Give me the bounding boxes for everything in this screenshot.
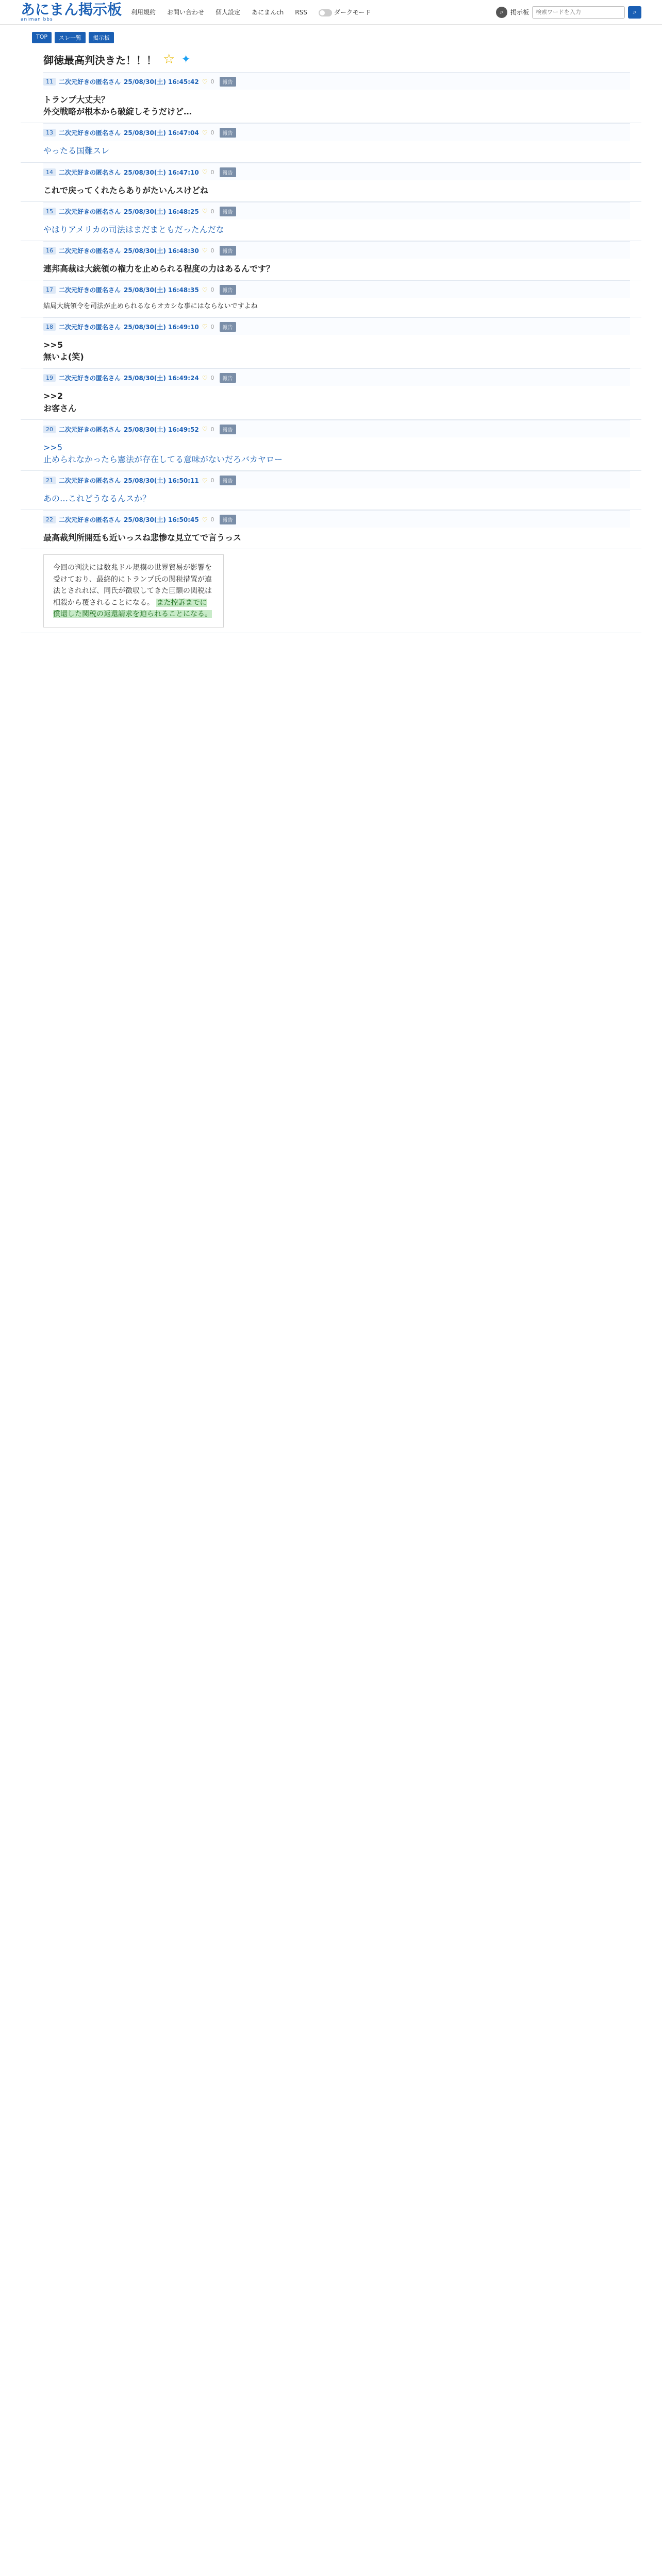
breadcrumb-thread-list[interactable]: スレ一覧	[55, 32, 86, 43]
report-button[interactable]: 報告	[220, 207, 236, 216]
post-header	[43, 72, 630, 90]
post-number[interactable]: 19	[43, 374, 56, 382]
post-author: 二次元好きの匿名さん	[59, 477, 121, 485]
site-header	[0, 0, 662, 25]
post-header	[43, 163, 630, 180]
nav-rss[interactable]: RSS	[295, 8, 307, 16]
post	[21, 368, 641, 419]
nav-settings[interactable]: 個人設定	[216, 9, 241, 16]
quote-post	[21, 549, 641, 633]
search-input[interactable]	[532, 6, 625, 19]
post-body: 結局大統領令を司法が止められるならオカシな事にはならないですよね	[43, 302, 258, 311]
post-number[interactable]: 20	[43, 426, 56, 433]
like-icon[interactable]: ♡	[202, 426, 208, 433]
nav-animanch[interactable]: あにまんch	[252, 9, 284, 16]
post-date: 25/08/30(土) 16:48:30	[124, 247, 199, 255]
like-icon[interactable]: ♡	[202, 374, 208, 382]
post-header	[43, 510, 630, 528]
like-icon[interactable]: ♡	[202, 78, 208, 86]
like-count: 0	[210, 477, 214, 484]
post-list	[21, 72, 641, 549]
post-body: >>5 無いよ(笑)	[43, 340, 84, 362]
post	[21, 420, 641, 471]
like-icon[interactable]: ♡	[202, 247, 208, 255]
like-icon[interactable]: ♡	[202, 129, 208, 137]
breadcrumb	[21, 25, 641, 43]
post	[21, 72, 641, 123]
post-header	[43, 471, 630, 488]
post-header	[43, 368, 630, 386]
post	[21, 510, 641, 549]
site-logo[interactable]	[21, 3, 122, 22]
post-date: 25/08/30(土) 16:49:52	[124, 426, 199, 433]
share-bird-icon[interactable]: ✦	[181, 53, 191, 66]
post	[21, 163, 641, 202]
post-date: 25/08/30(土) 16:49:10	[124, 323, 199, 331]
post-header	[43, 420, 630, 437]
like-count: 0	[210, 247, 214, 254]
quote-box	[43, 554, 224, 628]
like-count: 0	[210, 426, 214, 433]
post-date: 25/08/30(土) 16:49:24	[124, 375, 199, 382]
like-count: 0	[210, 78, 214, 85]
post-number[interactable]: 11	[43, 78, 56, 86]
post-header	[43, 123, 630, 141]
top-nav	[131, 8, 371, 16]
post	[21, 241, 641, 280]
post-body: あの…これどうなるんスか？	[43, 494, 151, 504]
post-date: 25/08/30(土) 16:47:04	[124, 129, 199, 137]
post-body: やはりアメリカの司法はまだまともだったんだな	[43, 224, 224, 234]
post	[21, 123, 641, 162]
report-button[interactable]: 報告	[220, 373, 236, 383]
thread-page	[21, 25, 641, 633]
like-icon[interactable]: ♡	[202, 323, 208, 331]
post-date: 25/08/30(土) 16:47:10	[124, 168, 199, 176]
report-button[interactable]: 報告	[220, 515, 236, 524]
post-body: >>5 止められなかったら憲法が存在してる意味がないだろバカヤロー	[43, 442, 283, 464]
post-number[interactable]: 21	[43, 477, 56, 484]
page-title: 御徳最高判決きた！！！	[43, 54, 157, 66]
post-number[interactable]: 13	[43, 129, 56, 137]
toggle-switch-icon[interactable]	[319, 9, 332, 16]
report-button[interactable]: 報告	[220, 246, 236, 256]
quote-highlight: また控訴までに償還した関税の返還請求を迫られることになる。	[53, 598, 212, 619]
post-author: 二次元好きの匿名さん	[59, 168, 121, 176]
like-icon[interactable]: ♡	[202, 208, 208, 215]
post-body: 最高裁判所開廷も近いっスね悲惨な見立てで言うっス	[43, 533, 242, 543]
quote-text: 今回の判決には数兆ドル規模の世界貿易が影響を受けており、最終的にトランプ氏の関税措置が違法とされれば、同氏が徴収してきた巨額の関税は相殺から覆されることになる。	[53, 564, 212, 607]
post-header	[43, 317, 630, 335]
search-button[interactable]: ⌕	[628, 6, 641, 19]
post-body: 連邦高裁は大統領の権力を止められる程度の力はあるんです？	[43, 263, 275, 274]
post-number[interactable]: 14	[43, 168, 56, 176]
like-icon[interactable]: ♡	[202, 516, 208, 523]
post-number[interactable]: 18	[43, 323, 56, 331]
post	[21, 471, 641, 510]
like-count: 0	[210, 286, 214, 294]
post-author: 二次元好きの匿名さん	[59, 78, 121, 86]
post-author: 二次元好きの匿名さん	[59, 323, 121, 331]
post-author: 二次元好きの匿名さん	[59, 247, 121, 255]
post-header	[43, 202, 630, 219]
like-count: 0	[210, 208, 214, 215]
thread-title-row	[21, 43, 641, 72]
like-icon[interactable]: ♡	[202, 286, 208, 294]
like-icon[interactable]: ♡	[202, 477, 208, 484]
post-author: 二次元好きの匿名さん	[59, 208, 121, 215]
post-body: >>2 お客さん	[43, 391, 77, 413]
report-button[interactable]: 報告	[220, 285, 236, 295]
post-author: 二次元好きの匿名さん	[59, 375, 121, 382]
post-author: 二次元好きの匿名さん	[59, 129, 121, 137]
like-count: 0	[210, 129, 214, 137]
like-count: 0	[210, 323, 214, 330]
post-header	[43, 241, 630, 259]
dark-mode-toggle[interactable]	[319, 8, 371, 16]
search-scope-icon: ⌕	[496, 7, 507, 18]
like-count: 0	[210, 168, 214, 176]
report-button[interactable]: 報告	[220, 322, 236, 332]
post-date: 25/08/30(土) 16:48:35	[124, 286, 199, 294]
post-body: これで戻ってくれたらありがたいんスけどね	[43, 185, 209, 195]
search-area	[496, 6, 641, 19]
post	[21, 280, 641, 317]
report-button[interactable]: 報告	[220, 77, 236, 87]
search-scope[interactable]: 掲示板	[510, 9, 529, 16]
logo-subtitle: animan bbs	[21, 16, 53, 22]
post	[21, 202, 641, 241]
report-button[interactable]: 報告	[220, 476, 236, 485]
breadcrumb-top[interactable]: TOP	[32, 32, 52, 43]
like-count: 0	[210, 516, 214, 523]
breadcrumb-board[interactable]: 掲示板	[89, 32, 114, 43]
post-author: 二次元好きの匿名さん	[59, 286, 121, 294]
logo-title[interactable]: あにまん掲示板	[21, 1, 122, 18]
post-date: 25/08/30(土) 16:50:45	[124, 516, 199, 524]
report-button[interactable]: 報告	[220, 128, 236, 138]
post-author: 二次元好きの匿名さん	[59, 426, 121, 433]
post-number[interactable]: 17	[43, 286, 56, 294]
post	[21, 317, 641, 368]
report-button[interactable]: 報告	[220, 167, 236, 177]
post-number[interactable]: 16	[43, 247, 56, 255]
dark-mode-label: ダークモード	[334, 9, 371, 16]
favorite-star-icon[interactable]: ☆	[163, 52, 175, 67]
report-button[interactable]: 報告	[220, 425, 236, 434]
post-date: 25/08/30(土) 16:48:25	[124, 208, 199, 215]
post-author: 二次元好きの匿名さん	[59, 516, 121, 524]
post-number[interactable]: 22	[43, 516, 56, 523]
post-header	[43, 280, 630, 298]
like-count: 0	[210, 375, 214, 382]
like-icon[interactable]: ♡	[202, 168, 208, 176]
post-date: 25/08/30(土) 16:50:11	[124, 477, 199, 485]
nav-terms[interactable]: 利用規約	[131, 9, 156, 16]
post-date: 25/08/30(土) 16:45:42	[124, 78, 199, 86]
nav-contact[interactable]: お問い合わせ	[167, 9, 205, 16]
post-body: トランプ大丈夫？ 外交戦略が根本から破綻しそうだけど…	[43, 95, 192, 117]
post-body: やったる国難スレ	[43, 146, 110, 156]
post-number[interactable]: 15	[43, 208, 56, 215]
